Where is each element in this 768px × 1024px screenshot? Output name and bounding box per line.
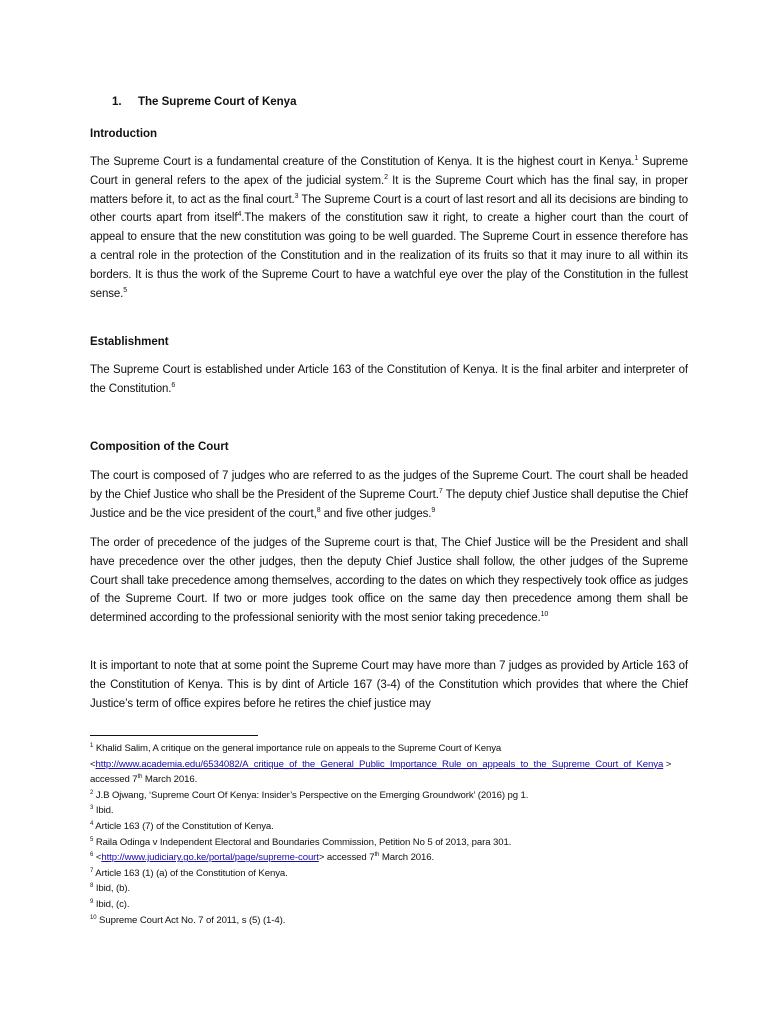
footnote-ref-6[interactable]: 6 bbox=[171, 381, 176, 389]
establishment-text: The Supreme Court is established under Article 163 of the Constitution of Kenya. It is the final arbiter and interpreter of the Constitution. bbox=[90, 364, 688, 395]
composition-paragraph-3 bbox=[90, 657, 688, 713]
footnote-1-link[interactable]: http://www.academia.edu/6534082/A_critique_of_the_General_Public_Importance_Rule_on_appeals_to_the_Supreme_Court_of_Kenya bbox=[95, 758, 664, 770]
footnote-ref-8[interactable]: 8 bbox=[316, 506, 321, 514]
heading-title: The Supreme Court of Kenya bbox=[138, 96, 297, 108]
intro-heading bbox=[90, 125, 688, 143]
establishment-paragraph bbox=[90, 361, 688, 399]
intro-text-b: Supreme Court in general refers to the apex of the judicial system. bbox=[90, 156, 688, 187]
heading-number: 1. bbox=[112, 96, 122, 108]
composition-text-a: The court is composed of 7 judges who are referred to as the judges of the Supreme Court. The court shall be headed by the Chief Justice who shall be the President of the Supreme Court. bbox=[90, 470, 688, 501]
intro-title: Introduction bbox=[90, 128, 158, 140]
composition-title: Composition of the Court bbox=[90, 441, 229, 453]
establishment-title: Establishment bbox=[90, 336, 169, 348]
footnote-ref-1[interactable]: 1 bbox=[634, 155, 639, 163]
intro-text-c: It is the Supreme Court which has the final say, in proper matters before it, to act as the final court. bbox=[90, 174, 688, 206]
footnote-ref-9[interactable]: 9 bbox=[431, 506, 436, 514]
composition-heading bbox=[90, 438, 688, 456]
footnote-3: $^3$ Ibid. bbox=[90, 805, 114, 817]
footnote-4: $^4$ Article 163 (7) of the Constitution of Kenya. bbox=[90, 820, 274, 832]
footnote-5: $^5$ Raila Odinga v Independent Electoral and Boundaries Commission, Petition No 5 of 2013, para 301. bbox=[90, 836, 512, 848]
composition-paragraph-1 bbox=[90, 467, 688, 523]
composition-text-c: and five other judges. bbox=[320, 507, 432, 520]
footnote-ref-3[interactable]: 3 bbox=[294, 192, 299, 200]
intro-text-a: The Supreme Court is a fundamental creature of the Constitution of Kenya. It is the highest court in Kenya. bbox=[90, 156, 635, 168]
footnote-6-link[interactable]: http://www.judiciary.go.ke/portal/page/supreme-court bbox=[101, 852, 319, 864]
footnote-8: $^8$ Ibid, (b). bbox=[90, 883, 131, 895]
intro-paragraph bbox=[90, 153, 688, 303]
footnote-6: $^6$ <http://www.judiciary.go.ke/portal/page/supreme-court> accessed 7th March 2016. bbox=[90, 851, 435, 864]
footnote-ref-5[interactable]: 5 bbox=[123, 286, 128, 294]
footnote-ref-7[interactable]: 7 bbox=[438, 487, 443, 495]
footnote-7: $^7$ Article 163 (1) (a) of the Constitution of Kenya. bbox=[90, 867, 288, 879]
section-heading bbox=[90, 93, 688, 111]
precedence-text: The order of precedence of the judges of the Supreme court is that, The Chief Justice will be the President and shall have precedence over the other judges, then the deputy Chief Justice shall follow, the other judges of the Supreme Court shall take precedence among themselves, according to the dates on which they respectively took office as judges of the Supreme Court. If two or more judges took office on the same day then precedence among them shall be determined according to the professional seniority with the most senior taking precedence. bbox=[90, 537, 688, 625]
composition-text-b: The deputy chief Justice shall deputise the Chief Justice and be the vice president of the court, bbox=[90, 488, 688, 520]
footnote-9: $^9$ Ibid, (c). bbox=[90, 898, 130, 910]
composition-paragraph-2 bbox=[90, 534, 688, 628]
establishment-heading bbox=[90, 333, 688, 351]
footnote-ref-10[interactable]: 10 bbox=[540, 611, 549, 619]
intro-text-d: The Supreme Court is a court of last resort and all its decisions are binding to other courts apart from itself bbox=[90, 193, 688, 225]
footnote-ref-2[interactable]: 2 bbox=[384, 173, 388, 181]
intro-text-e: .The makers of the constitution saw it right, to create a higher court than the court of appeal to ensure that the new constitution was going to be well guarded. The Supreme Court in essence therefore has a central role in the protection of the Constitution and in the realization of its fruits so that it may inure to all within its borders. It is thus the work of the Supreme Court to have a watchful eye over the play of the Constitution in the fullest sense. bbox=[90, 212, 689, 300]
more-judges-text: It is important to note that at some point the Supreme Court may have more than 7 judges as provided by Article 163 of the Constitution of Kenya. This is by dint of Article 167 (3-4) of the Constitution which provides that where the Chief Justice’s term of office expires before he retires the chief justice may bbox=[90, 660, 688, 710]
footnote-ref-4[interactable]: 4 bbox=[237, 211, 242, 219]
footnotes bbox=[90, 741, 690, 928]
footnote-10: $^{10}$ Supreme Court Act No. 7 of 2011, s (5) (1-4). bbox=[90, 914, 286, 926]
footnote-1: $^1$ Khalid Salim, A critique on the general importance rule on appeals to the Supreme Court of Kenya <http://www.academia.edu/6534082/A_critique_of_the_General_Public_Importance_Rule_on_appeals_to_the_Supreme_Court_of_Kenya > accessed 7th March 2016. bbox=[90, 742, 672, 786]
footnote-2: $^2$ J.B Ojwang, ‘Supreme Court Of Kenya: Insider’s Perspective on the Emerging Groundwork’ (2016) pg 1. bbox=[90, 789, 529, 801]
footnote-separator bbox=[90, 735, 258, 736]
